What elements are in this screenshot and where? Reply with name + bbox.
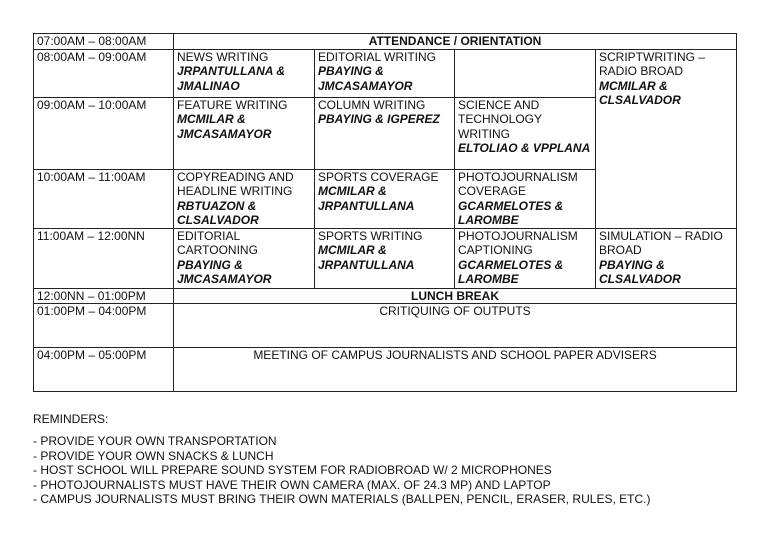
session-subject: SIMULATION – RADIO BROAD	[599, 228, 723, 257]
reminders-section	[33, 412, 650, 506]
reminder-item: - HOST SCHOOL WILL PREPARE SOUND SYSTEM FOR RADIOBROAD W/ 2 MICROPHONES	[33, 463, 552, 478]
session-subject: FEATURE WRITING	[177, 97, 288, 112]
session-subject: SCRIPTWRITING – RADIO BROAD	[599, 49, 706, 78]
facilitator-names: MCMILAR & JRPANTULLANA	[318, 243, 415, 272]
time-slot: 08:00AM – 09:00AM	[34, 49, 174, 97]
facilitator-names: PBAYING & IGPEREZ	[318, 112, 440, 126]
time-slot: 11:00AM – 12:00NN	[34, 228, 174, 288]
session-cell	[455, 228, 596, 288]
session-cell	[315, 228, 455, 288]
facilitator-names: PBAYING & JMCASAMAYOR	[177, 257, 272, 286]
facilitator-names: PBAYING & JMCASAMAYOR	[318, 64, 413, 93]
time-slot: 12:00NN – 01:00PM	[34, 288, 174, 304]
session-cell	[174, 169, 315, 228]
session-subject: PHOTOJOURNALISM COVERAGE	[458, 169, 578, 198]
reminder-item: - PHOTOJOURNALISTS MUST HAVE THEIR OWN CAMERA (MAX. OF 24.3 MP) AND LAPTOP	[33, 477, 551, 492]
session-cell	[174, 97, 315, 169]
table-row	[34, 304, 737, 348]
time-slot: 09:00AM – 10:00AM	[34, 97, 174, 169]
session-subject: PHOTOJOURNALISM CAPTIONING	[458, 228, 578, 257]
table-row	[34, 348, 737, 392]
time-slot: 07:00AM – 08:00AM	[34, 34, 174, 50]
session-attendance: ATTENDANCE / ORIENTATION	[174, 34, 737, 50]
session-subject: EDITORIAL CARTOONING	[177, 228, 258, 257]
session-meeting: MEETING OF CAMPUS JOURNALISTS AND SCHOOL PAPER ADVISERS	[174, 348, 737, 392]
reminder-item: - CAMPUS JOURNALISTS MUST BRING THEIR OWN MATERIALS (BALLPEN, PENCIL, ERASER, RULES, ETC.)	[33, 492, 651, 507]
session-cell	[455, 169, 596, 228]
session-lunch: LUNCH BREAK	[174, 288, 737, 304]
time-slot: 04:00PM – 05:00PM	[34, 348, 174, 392]
facilitator-names: MCMILAR & CLSALVADOR	[599, 78, 681, 107]
facilitator-names: JRPANTULLANA & JMALINAO	[177, 64, 285, 93]
session-critiquing: CRITIQUING OF OUTPUTS	[174, 304, 737, 348]
facilitator-names: GCARMELOTES & LAROMBE	[458, 198, 564, 227]
session-subject: COLUMN WRITING	[318, 97, 426, 112]
session-cell-empty	[455, 49, 596, 97]
session-cell	[315, 169, 455, 228]
facilitator-names: ELTOLIAO & VPPLANA	[458, 141, 591, 155]
time-slot: 10:00AM – 11:00AM	[34, 169, 174, 228]
facilitator-names: GCARMELOTES & LAROMBE	[458, 257, 564, 286]
facilitator-names: MCMILAR & JMCASAMAYOR	[177, 112, 272, 141]
session-subject: SPORTS COVERAGE	[318, 169, 439, 184]
table-row	[34, 288, 737, 304]
session-cell	[174, 228, 315, 288]
facilitator-names: PBAYING & CLSALVADOR	[599, 257, 681, 286]
table-row	[34, 228, 737, 288]
time-slot: 01:00PM – 04:00PM	[34, 304, 174, 348]
session-cell	[174, 49, 315, 97]
session-cell	[315, 49, 455, 97]
session-subject: COPYREADING AND HEADLINE WRITING	[177, 169, 294, 198]
session-subject: EDITORIAL WRITING	[318, 49, 437, 64]
facilitator-names: RBTUAZON & CLSALVADOR	[177, 198, 259, 227]
reminder-item: - PROVIDE YOUR OWN SNACKS & LUNCH	[33, 448, 274, 463]
session-cell	[315, 97, 455, 169]
session-subject: SPORTS WRITING	[318, 228, 423, 243]
table-row	[34, 34, 737, 50]
reminder-item: - PROVIDE YOUR OWN TRANSPORTATION	[33, 434, 277, 449]
facilitator-names: MCMILAR & JRPANTULLANA	[318, 184, 415, 213]
session-cell	[596, 228, 737, 288]
session-cell	[596, 49, 737, 228]
session-subject: SCIENCE AND TECHNOLOGY WRITING	[458, 97, 542, 141]
reminders-heading: REMINDERS:	[33, 412, 109, 426]
session-cell	[455, 97, 596, 169]
session-subject: NEWS WRITING	[177, 49, 269, 64]
table-row	[34, 49, 737, 97]
schedule-table	[33, 33, 737, 392]
